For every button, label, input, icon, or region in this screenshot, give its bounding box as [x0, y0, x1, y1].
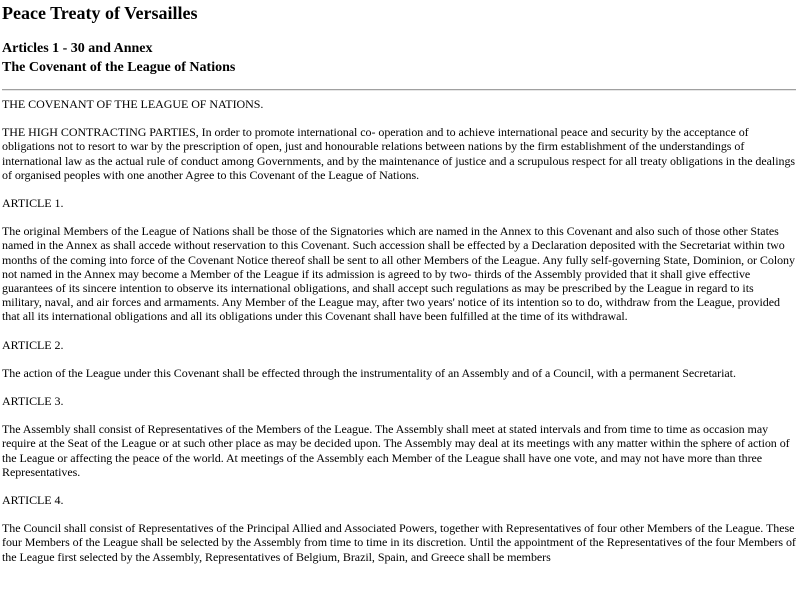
article-1-heading: ARTICLE 1.	[2, 196, 64, 211]
subtitle-covenant: The Covenant of the League of Nations	[2, 60, 236, 75]
article-1-text: The original Members of the League of Nations shall be those of the Signatories which are named in the Annex to this Covenant and also such of those other States named in the Annex as shall accede without reservation to this Covenant. Such accession shall be effected by a Declaration deposited with the Secretariat within two months of the coming into force of the Covenant Notice thereof shall be sent to all other Members of the League. Any fully self-governing State, Dominion, or Colony not named in the Annex may become a Member of the League if its admission is agreed to by two- thirds of the Assembly provided that it shall give effective guarantees of its sincere intention to observe its international obligations, and shall accept such regulations as may be prescribed by the League in regard to its military, naval, and air forces and armaments. Any Member of the League may, after two years' notice of its intention so to do, withdraw from the League, provided that all its international obligations and all its obligations under this Covenant shall have been fulfilled at the time of its withdrawal.	[2, 224, 795, 324]
subtitle-articles: Articles 1 - 30 and Annex	[2, 41, 153, 56]
document-body	[2, 97, 796, 564]
horizontal-divider	[2, 89, 796, 91]
page-title: Peace Treaty of Versailles	[2, 3, 198, 23]
article-3-text: The Assembly shall consist of Representatives of the Members of the League. The Assembly shall meet at stated intervals and from time to time as occasion may require at the Seat of the League or at such other place as may be decided upon. The Assembly may deal at its meetings with any matter within the sphere of action of the League or affecting the peace of the world. At meetings of the Assembly each Member of the League shall have one vote, and may not have more than three Representatives.	[2, 422, 790, 479]
article-4-heading: ARTICLE 4.	[2, 493, 64, 508]
article-4-text: The Council shall consist of Representatives of the Principal Allied and Associated Powers, together with Representatives of four other Members of the League. These four Members of the League shall be selected by the Assembly from time to time in its discretion. Until the appointment of the Representatives of the four Members of the League first selected by the Assembly, Representatives of Belgium, Brazil, Spain, and Greece shall be members	[2, 521, 796, 564]
article-2-text: The action of the League under this Covenant shall be effected through the instrumentality of an Assembly and of a Council, with a permanent Secretariat.	[2, 365, 736, 380]
article-2-heading: ARTICLE 2.	[2, 337, 64, 352]
article-3-heading: ARTICLE 3.	[2, 394, 64, 409]
subtitle-block	[2, 39, 796, 77]
covenant-heading: THE COVENANT OF THE LEAGUE OF NATIONS.	[2, 97, 264, 111]
preamble-paragraph: THE HIGH CONTRACTING PARTIES, In order to promote international co- operation and to achieve international peace and security by the acceptance of obligations not to resort to war by the prescription of open, just and honourable relations between nations by the firm establishment of the understandings of international law as the actual rule of conduct among Governments, and by the maintenance of justice and a scrupulous respect for all treaty obligations in the dealings of organised peoples with one another Agree to this Covenant of the League of Nations.	[2, 125, 796, 182]
